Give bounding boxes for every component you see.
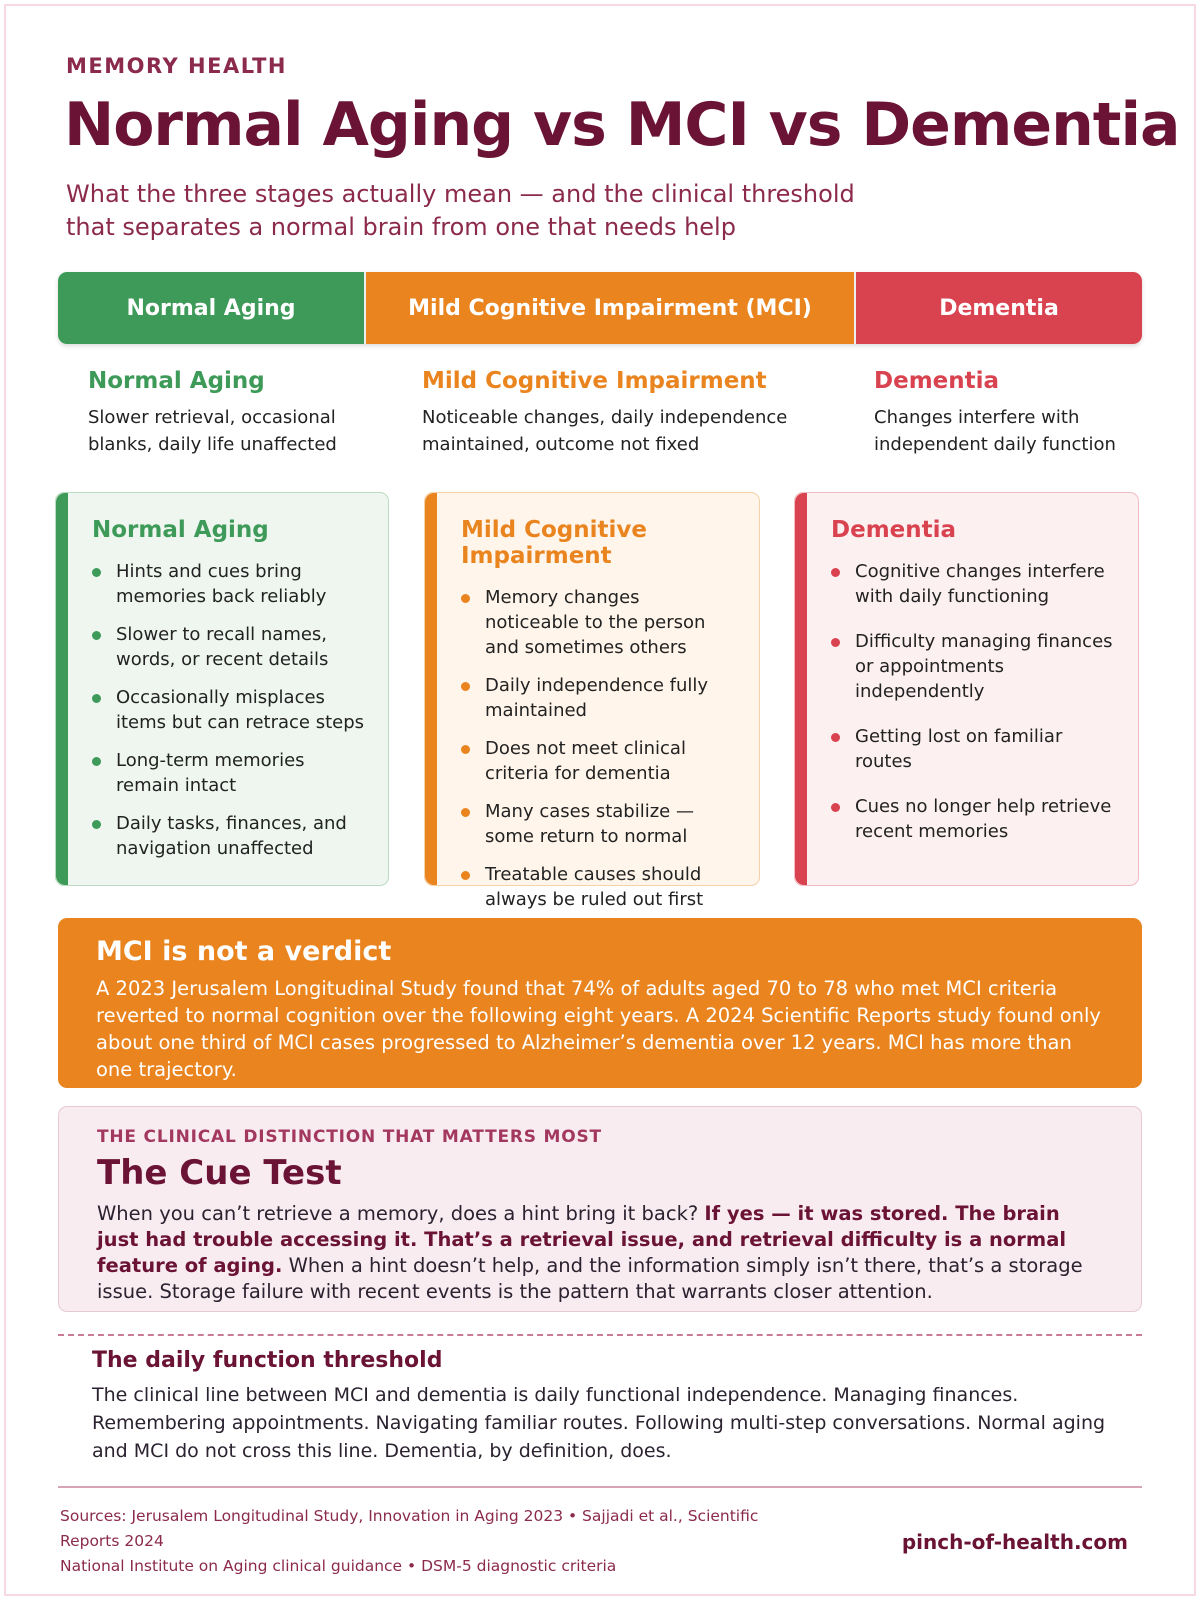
cue-test-box [58,1106,1142,1312]
stage-mci: Mild Cognitive Impairment (MCI) [366,272,856,344]
card-mci [424,492,760,910]
cue-text-bold: If yes — it was stored. The brain just had trouble accessing it. That’s a retrieval issue, and retrieval difficulty is a normal feature of aging. [97,1202,1067,1277]
card-title: Dementia [831,517,957,543]
summary-text: Noticeable changes, daily independence maintained, outcome not fixed [422,407,788,455]
card-list [831,559,1116,844]
list-item: Memory changes noticeable to the person and sometimes others [461,585,737,660]
page-title: Normal Aging vs MCI vs Dementia [64,90,1180,160]
list-item: Cognitive changes interfere with daily functioning [831,559,1116,609]
stage-dementia: Dementia [856,272,1142,344]
list-item: Occasionally misplaces items but can retrace steps [92,685,366,735]
list-item: Getting lost on familiar routes [831,724,1116,774]
mci-callout [58,918,1142,1088]
list-item: Hints and cues bring memories back reliably [92,559,366,609]
summary-title: Mild Cognitive Impairment [422,368,767,394]
list-item: Long-term memories remain intact [92,748,366,798]
list-item: Treatable causes should always be ruled out first [461,862,737,912]
summary-title: Dementia [874,368,1000,394]
card-title: Mild Cognitive Impairment [461,517,647,569]
sources-line-2: National Institute on Aging clinical guidance • DSM-5 diagnostic criteria [60,1557,617,1575]
daily-text: The clinical line between MCI and dementia is daily functional independence. Managing finances. Remembering appointments. Navigating familiar routes. Following multi-step conversations. Normal aging and MCI do not cross this line. Dementia, by definition, does. [92,1384,1106,1462]
list-item: Slower to recall names, words, or recent details [92,622,366,672]
card-normal-aging [55,492,389,886]
daily-function-section [92,1348,1122,1465]
cue-text-end: When a hint doesn’t help, and the information simply isn’t there, that’s a storage issue. Storage failure with recent events is the pattern that warrants closer attention. [97,1254,1083,1303]
cue-text-start: When you can’t retrieve a memory, does a hint bring it back? [97,1202,705,1225]
page-subtitle: What the three stages actually mean — and the clinical threshold that separates a normal brain from one that needs help [66,180,855,241]
summary-normal-aging [88,368,368,458]
summary-text: Changes interfere with independent daily function [874,407,1116,455]
footer-divider [58,1486,1142,1488]
sources-line-1: Sources: Jerusalem Longitudinal Study, Innovation in Aging 2023 • Sajjadi et al., Scientific Reports 2024 [60,1507,759,1550]
list-item: Difficulty managing finances or appointments independently [831,629,1116,704]
callout-text: A 2023 Jerusalem Longitudinal Study found that 74% of adults aged 70 to 78 who met MCI criteria reverted to normal cognition over the following eight years. A 2024 Scientific Reports study found only about one third of MCI cases progressed to Alzheimer’s dementia over 12 years. MCI has more than one trajectory. [96,977,1101,1081]
callout-title: MCI is not a verdict [96,936,392,967]
list-item: Daily independence fully maintained [461,673,737,723]
list-item: Many cases stabilize — some return to normal [461,799,737,849]
stage-normal-aging: Normal Aging [58,272,366,344]
summary-mci [422,368,802,458]
card-list [92,559,366,861]
stage-bar [58,272,1142,344]
list-item: Daily tasks, finances, and navigation unaffected [92,811,366,861]
cue-text [97,1201,1103,1305]
summary-dementia [874,368,1134,458]
eyebrow: MEMORY HEALTH [66,54,288,78]
summary-title: Normal Aging [88,368,265,394]
list-item: Does not meet clinical criteria for dementia [461,736,737,786]
sources [60,1504,780,1579]
card-dementia [794,492,1139,886]
card-title: Normal Aging [92,517,269,543]
dashed-divider [58,1334,1142,1336]
cue-title: The Cue Test [97,1153,342,1193]
summary-text: Slower retrieval, occasional blanks, daily life unaffected [88,407,337,455]
list-item: Cues no longer help retrieve recent memories [831,794,1116,844]
daily-title: The daily function threshold [92,1348,443,1373]
cue-kicker: THE CLINICAL DISTINCTION THAT MATTERS MOST [97,1127,602,1147]
card-list [461,585,737,912]
brand-link[interactable]: pinch-of-health.com [901,1530,1128,1554]
